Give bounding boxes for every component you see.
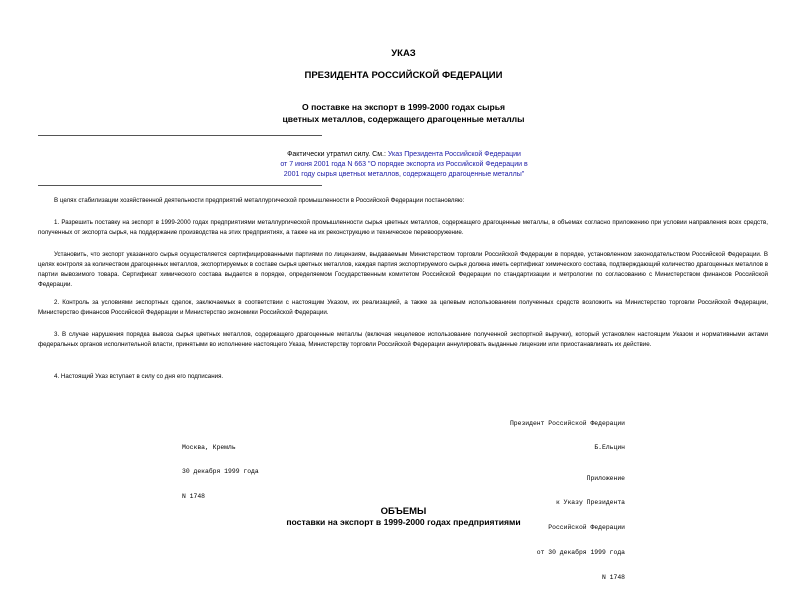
intro-paragraph: В целях стабилизации хозяйственной деятельности предприятий металлургической промышленности в Российской Федерации постановляю: bbox=[54, 197, 465, 204]
status-note-prefix: Фактически утратил силу. См.: bbox=[287, 151, 388, 158]
document-title-line-1: О поставке на экспорт в 1999-2000 годах сырья bbox=[302, 102, 505, 112]
appendix-line-5: N 1748 bbox=[601, 574, 625, 582]
appendix-line-3: Российской Федерации bbox=[548, 524, 625, 532]
place-date-block bbox=[182, 427, 259, 510]
issuer-heading: ПРЕЗИДЕНТА РОССИЙСКОЙ ФЕДЕРАЦИИ bbox=[304, 70, 503, 81]
signature-name: Б.Ельцин bbox=[594, 444, 625, 452]
paragraph-3: 2. Контроль за условиями экспортных сделок, заключаемых в соответствии с настоящим Указом, их реализацией, а также за целевым использованием полученных средств возложить на Министерство торговли Российской Федерации, Министерство финансов Российской Федерации и Министерство экономики Российской Федерации. bbox=[38, 299, 768, 316]
document-title bbox=[0, 101, 807, 125]
status-note-link-3[interactable]: 2001 году сырья цветных металлов, содержащего драгоценные металлы" bbox=[283, 171, 525, 178]
divider-top bbox=[38, 135, 322, 136]
signature-block bbox=[420, 403, 625, 461]
paragraph-1: 1. Разрешить поставку на экспорт в 1999-2000 годах предприятиями металлургической промышленности сырья цветных металлов, содержащего драгоценные металлы, в объемах согласно приложению при условии направления всех средств, полученных от экспорта сырья, на поддержание производства на этих предприятиях, а также на их реконструкцию и техническое перевооружение. bbox=[38, 219, 768, 236]
divider-bottom bbox=[38, 185, 322, 186]
appendix-subtitle: поставки на экспорт в 1999-2000 годах предприятиями bbox=[286, 517, 521, 527]
status-note bbox=[246, 150, 562, 180]
appendix-line-2: к Указу Президента bbox=[555, 499, 625, 507]
document-title-line-2: цветных металлов, содержащего драгоценные металлы bbox=[282, 114, 525, 124]
doc-type-heading: УКАЗ bbox=[391, 48, 416, 59]
appendix-title: ОБЪЕМЫ bbox=[380, 506, 427, 517]
appendix-line-4: от 30 декабря 1999 года bbox=[536, 549, 625, 557]
paragraph-4: 3. В случае нарушения порядка вывоза сырья цветных металлов, содержащего драгоценные металлы (включая нецелевое использование полученной экспортной выручки), который установлен настоящим Указом и нормативными актами федеральных органов исполнительной власти, принятыми во исполнение настоящего Указа, Министерству торговли Российской Федерации аннулировать выданные лицензии или приостанавливать их действие. bbox=[38, 331, 768, 348]
appendix-line-1: Приложение bbox=[586, 474, 625, 482]
date: 30 декабря 1999 года bbox=[182, 468, 259, 476]
place: Москва, Кремль bbox=[182, 443, 236, 451]
status-note-link-1[interactable]: Указ Президента Российской Федерации bbox=[387, 151, 521, 158]
paragraph-5: 4. Настоящий Указ вступает в силу со дня его подписания. bbox=[54, 373, 224, 380]
document-number: N 1748 bbox=[182, 493, 206, 501]
signature-title: Президент Российской Федерации bbox=[509, 419, 625, 427]
paragraph-2: Установить, что экспорт указанного сырья осуществляется сертифицированными партиями по лицензиям, выдаваемым Министерством торговли Российской Федерации в порядке, установленном законодательством Российской Федерации. В целях контроля за количеством драгоценных металлов, экспортируемых в составе сырья цветных металлов, каждая партия экспортируемого сырья должна иметь сертификат химического состава, подтверждающий количество драгоценных металлов в партии вывозимого товара. Сертификат химического состава выдается в порядке, определяемом Государственным комитетом Российской Федерации по стандартизации и метрологии по согласованию с Министерством финансов Российской Федерации. bbox=[38, 251, 768, 288]
status-note-link-2[interactable]: от 7 июня 2001 года N 663 "О порядке экспорта из Российской Федерации в bbox=[280, 161, 528, 168]
